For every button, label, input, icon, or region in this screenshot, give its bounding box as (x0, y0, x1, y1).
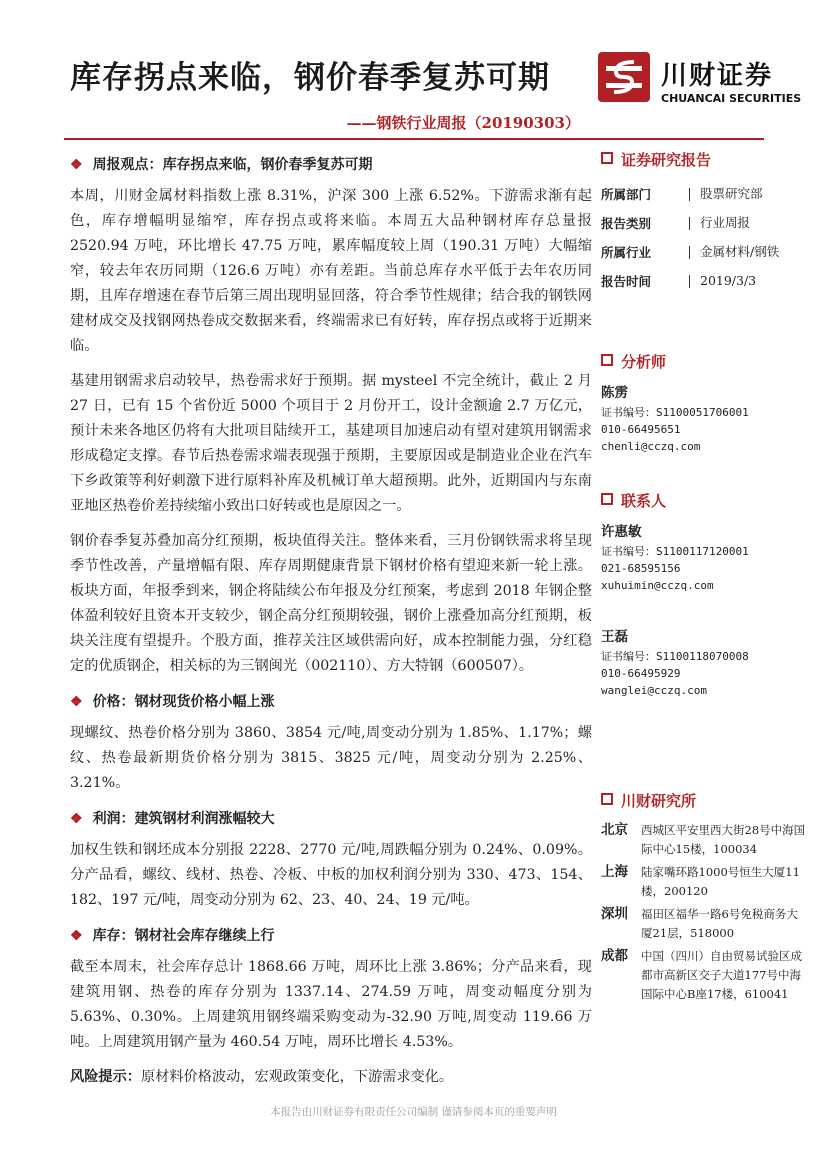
analyst-phone: 010-66495651 (601, 423, 681, 436)
chuancai-logo-icon (598, 52, 650, 102)
contact-card (601, 626, 806, 699)
risk-warning: 风险提示：原材料价格波动，宏观政策变化，下游需求变化。 (70, 1069, 454, 1085)
info-row: 报告类别 行业周报 (601, 215, 751, 231)
contact-phone: 021-68595156 (601, 562, 681, 575)
analyst-card (601, 382, 806, 455)
square-bullet-icon (601, 354, 613, 366)
office-entry: 北京 西城区平安里西大街28号中海国际中心15楼，100034 (601, 822, 806, 856)
contact-card (601, 521, 806, 594)
page-footer: 本报告由川财证券有限责任公司编制 谨请参阅本页的重要声明 (270, 1106, 557, 1118)
sidebar-heading-institute: 川财研究所 (601, 789, 806, 813)
contact-cert: 证书编号：S1100118070008 (601, 650, 749, 663)
info-row: 所属行业 金属材料/钢铁 (601, 244, 780, 260)
section-heading: ❖ 价格：钢材现货价格小幅上涨 (70, 694, 275, 710)
diamond-bullet-icon: ❖ (70, 811, 83, 827)
paragraph: 截至本周末，社会库存总计 1868.66 万吨，周环比上涨 3.86%；分产品来看，现建筑用钢、热卷的库存分别为 1337.14、274.59 万吨，周变动幅度分别为 5.63%、0.30%。上周建筑用钢终端采购变动为-32.90 万吨,周变动 119.66 万吨。上周建筑用钢产量为 460.54 万吨，周环比增长 4.53%。 (70, 959, 592, 1050)
analyst-name: 陈雳 (601, 385, 628, 401)
diamond-bullet-icon: ❖ (70, 157, 83, 173)
section-price (70, 689, 592, 796)
section-inventory (70, 923, 592, 1055)
office-entry: 深圳 福田区福华一路6号免税商务大厦21层，518000 (601, 906, 798, 940)
brand-name-en: CHUANCAI SECURITIES (661, 92, 802, 105)
paragraph: 现螺纹、热卷价格分别为 3860、3854 元/吨,周变动分别为 1.85%、1.17%；螺纹、热卷最新期货价格分别为 3815、3825 元/吨，周变动分别为 2.25%、3.21%。 (70, 725, 592, 791)
info-row: 报告时间 2019/3/3 (601, 273, 757, 289)
diamond-bullet-icon: ❖ (70, 694, 83, 710)
contact-name: 许惠敏 (601, 524, 642, 540)
info-row: 所属部门 股票研究部 (601, 186, 763, 202)
contact-name: 王磊 (601, 629, 628, 645)
paragraph: 加权生铁和钢坯成本分别报 2228、2770 元/吨,周跌幅分别为 0.24%、0.09%。分产品看，螺纹、线材、热卷、冷板、中板的加权利润分别为 330、473、154、182、197 元/吨，周变动分别为 62、23、40、24、19 元/吨。 (70, 842, 592, 908)
paragraph: 本周，川财金属材料指数上涨 8.31%，沪深 300 上涨 6.52%。下游需求渐有起色，库存增幅明显缩窄，库存拐点或将来临。本周五大品种钢材库存总量报 2520.94 万吨，环比增长 47.75 万吨，累库幅度较上周（190.31 万吨）大幅缩窄，较去年农历同期（126.6 万吨）亦有差距。当前总库存水平低于去年农历同期，且库存增速在春节后第三周出现明显回落，符合季节性规律；结合我的钢铁网建材成交及找钢网热卷成交数据来看，终端需求已有好转，库存拐点或将于近期来临。 (70, 188, 592, 354)
report-title: 库存拐点来临，钢价春季复苏可期 (70, 60, 550, 96)
contact-cert: 证书编号：S1100117120001 (601, 545, 749, 558)
report-subtitle: ——钢铁行业周报（20190303） (346, 114, 580, 132)
square-bullet-icon (601, 152, 613, 164)
analyst-email[interactable]: chenli@cczq.com (601, 440, 701, 453)
paragraph: 钢价春季复苏叠加高分红预期，板块值得关注。整体来看，三月份钢铁需求将呈现季节性改善，产量增幅有限、库存周期健康背景下钢材价格有望迎来新一轮上涨。板块方面，年报季到来，钢企将陆续公布年报及分红预案，考虑到 2018 年钢企整体盈利较好且资本开支较少，钢企高分红预期较强，钢价上涨叠加高分红预期，板块关注度有望提升。个股方面，推荐关注区域供需向好，成本控制能力强，分红稳定的优质钢企，相关标的为三钢闽光（002110）、方大特钢（600507）。 (70, 533, 592, 674)
analyst-cert: 证书编号：S1100051706001 (601, 406, 749, 419)
sidebar-heading-contact: 联系人 (601, 489, 806, 513)
square-bullet-icon (601, 493, 613, 505)
diamond-bullet-icon: ❖ (70, 928, 83, 944)
contact-phone: 010-66495929 (601, 667, 681, 680)
header-divider (64, 138, 764, 140)
sidebar-heading-report: 证券研究报告 (601, 148, 806, 172)
contact-email[interactable]: xuhuimin@cczq.com (601, 579, 714, 592)
section-heading: ❖ 周报观点：库存拐点来临，钢价春季复苏可期 (70, 157, 373, 173)
sidebar (601, 146, 806, 1008)
section-views (70, 152, 592, 679)
office-entry: 成都 中国（四川）自由贸易试验区成都市高新区交子大道177号中海国际中心B座17楼，610041 (601, 948, 802, 1001)
office-entry: 上海 陆家嘴环路1000号恒生大厦11楼，200120 (601, 864, 800, 898)
section-profit (70, 806, 592, 913)
section-heading: ❖ 利润：建筑钢材利润涨幅较大 (70, 811, 275, 827)
contact-email[interactable]: wanglei@cczq.com (601, 684, 707, 697)
paragraph: 基建用钢需求启动较早，热卷需求好于预期。据 mysteel 不完全统计，截止 2 月 27 日，已有 15 个省份近 5000 个项目于 2 月份开工，设计金额逾 2.7 万亿元，预计未来各地区仍将有大批项目陆续开工，基建项目加速启动有望对建筑用钢需求形成稳定支撑。春节后热卷需求端表现强于预期，主要原因或是制造业企业在汽车下乡政策等利好刺激下进行原料补库及机械订单大超预期。此外，近期国内与东南亚地区热卷价差持续缩小致出口好转或也是原因之一。 (70, 373, 592, 514)
square-bullet-icon (601, 793, 613, 805)
sidebar-heading-analyst: 分析师 (601, 350, 806, 374)
main-content (70, 146, 592, 1100)
brand-name-cn: 川财证券 (661, 61, 774, 91)
section-heading: ❖ 库存：钢材社会库存继续上行 (70, 928, 275, 944)
